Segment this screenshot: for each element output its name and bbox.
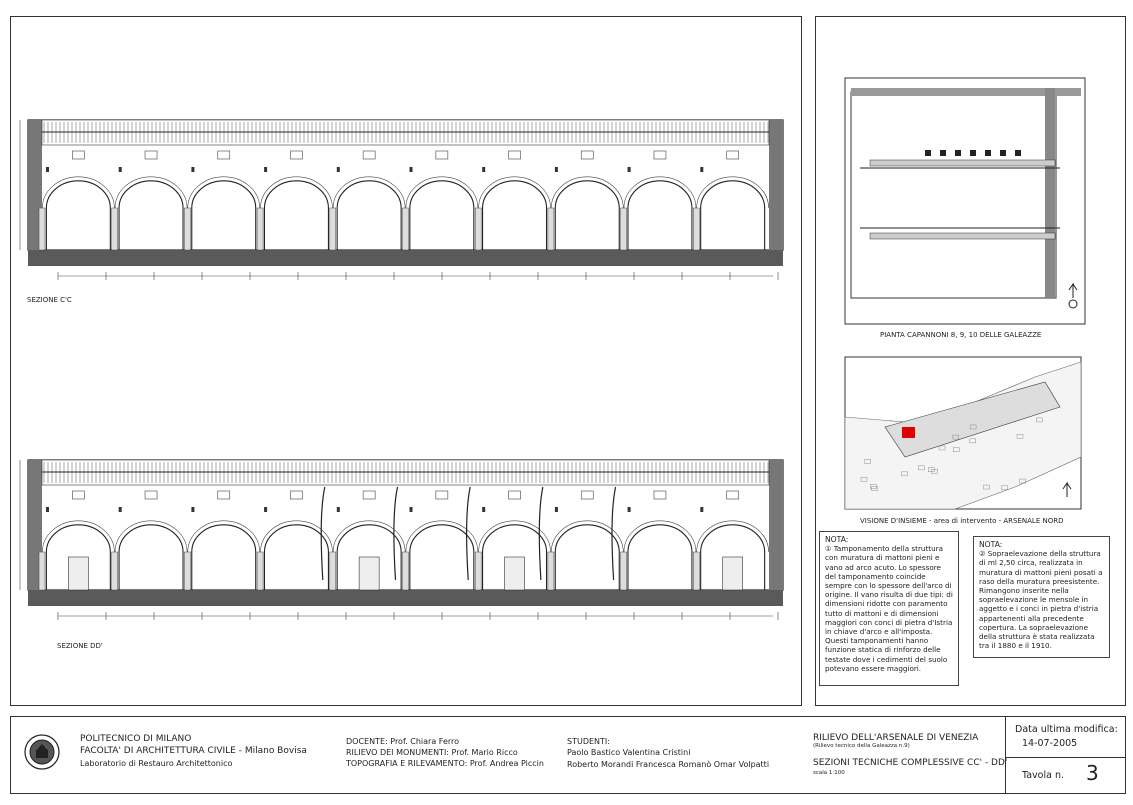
infill-wall bbox=[68, 557, 88, 590]
note-2 bbox=[973, 536, 1110, 658]
window bbox=[581, 151, 593, 159]
window bbox=[727, 151, 739, 159]
faculty-name: FACOLTA' DI ARCHITETTURA CIVILE - Milano Bovisa bbox=[80, 746, 307, 756]
pier bbox=[184, 208, 190, 250]
pier bbox=[39, 208, 45, 250]
arch-extrados bbox=[333, 177, 405, 208]
window bbox=[509, 491, 521, 499]
right-wall bbox=[769, 460, 783, 602]
arch-extrados bbox=[42, 521, 114, 552]
section-dd-label: SEZIONE DD' bbox=[57, 642, 103, 650]
ground-band bbox=[28, 250, 783, 266]
window bbox=[145, 491, 157, 499]
window bbox=[218, 151, 230, 159]
corbel bbox=[264, 507, 267, 512]
arch-extrados bbox=[551, 177, 623, 208]
arch-extrados bbox=[42, 177, 114, 208]
window bbox=[581, 491, 593, 499]
corbel bbox=[337, 167, 340, 172]
tavola-number: 3 bbox=[1086, 761, 1099, 785]
arch bbox=[264, 525, 328, 590]
date-label: Data ultima modifica: bbox=[1015, 724, 1118, 735]
plan-pier bbox=[970, 150, 976, 156]
plan-right-wall bbox=[1045, 88, 1055, 298]
pier bbox=[621, 552, 627, 590]
rilievo-monumenti: RILIEVO DEI MONUMENTI: Prof. Mario Ricco bbox=[346, 748, 518, 757]
topografia: TOPOGRAFIA E RILEVAMENTO: Prof. Andrea Piccin bbox=[346, 759, 544, 768]
pier bbox=[257, 552, 263, 590]
map-caption: VISIONE D'INSIEME - area di intervento - ARSENALE NORD bbox=[860, 517, 1064, 525]
pier bbox=[548, 208, 554, 250]
corbel bbox=[191, 507, 194, 512]
arch bbox=[628, 181, 692, 250]
studenti-label: STUDENTI: bbox=[567, 737, 610, 746]
window bbox=[654, 491, 666, 499]
pier bbox=[112, 552, 118, 590]
docente: DOCENTE: Prof. Chiara Ferro bbox=[346, 737, 460, 746]
arch bbox=[410, 181, 474, 250]
intervention-area-marker bbox=[902, 427, 915, 438]
corbel bbox=[191, 167, 194, 172]
plan-pier bbox=[925, 150, 931, 156]
corbel bbox=[46, 507, 49, 512]
arch bbox=[192, 181, 256, 250]
infill-wall bbox=[505, 557, 525, 590]
pier bbox=[330, 552, 336, 590]
arch-extrados bbox=[479, 177, 551, 208]
corbel bbox=[119, 167, 122, 172]
corbel bbox=[337, 507, 340, 512]
corbel bbox=[482, 167, 485, 172]
arch bbox=[337, 181, 401, 250]
plan-colonnade bbox=[870, 233, 1055, 239]
infill-wall bbox=[723, 557, 743, 590]
arch-extrados bbox=[624, 177, 696, 208]
lab-name: Laboratorio di Restauro Architettonico bbox=[80, 759, 233, 768]
drawing-title: SEZIONI TECNICHE COMPLESSIVE CC' - DD' bbox=[813, 758, 1008, 768]
pier bbox=[184, 552, 190, 590]
window bbox=[363, 491, 375, 499]
pier bbox=[257, 208, 263, 250]
corbel bbox=[628, 167, 631, 172]
project-subtitle: (Rilievo tecnico della Galeazza n.9) bbox=[813, 743, 910, 749]
arch-extrados bbox=[115, 521, 187, 552]
window bbox=[436, 491, 448, 499]
corbel bbox=[482, 507, 485, 512]
buttress-strut bbox=[612, 487, 616, 580]
ground-band bbox=[28, 590, 783, 606]
plan-caption: PIANTA CAPANNONI 8, 9, 10 DELLE GALEAZZE bbox=[880, 331, 1042, 339]
plan-pier bbox=[1000, 150, 1006, 156]
section-cc-drawing bbox=[18, 100, 798, 300]
window bbox=[654, 151, 666, 159]
arch-extrados bbox=[115, 177, 187, 208]
window bbox=[290, 151, 302, 159]
corbel bbox=[700, 507, 703, 512]
north-arrow-icon bbox=[1063, 483, 1071, 497]
corbel bbox=[628, 507, 631, 512]
plan-colonnade bbox=[870, 160, 1055, 166]
window bbox=[218, 491, 230, 499]
pier bbox=[403, 208, 409, 250]
plan-inset bbox=[845, 78, 1090, 328]
window bbox=[509, 151, 521, 159]
arch bbox=[264, 181, 328, 250]
pier bbox=[548, 552, 554, 590]
arch-extrados bbox=[697, 177, 769, 208]
note-1 bbox=[819, 531, 959, 686]
note-2-body: ② Sopraelevazione della struttura di ml 2,50 circa, realizzata in muratura di mattoni pieni posati a raso della muratura preesistente. Rimangono inserite nella sopraelevazione le mensole in aggetto e i conci in pietra d'istria appartenenti alla precedente copertura. La sopraelevazione della struttura è stata realizzata tra il 1880 e il 1910. bbox=[979, 549, 1103, 651]
buttress-strut bbox=[539, 487, 543, 580]
plan-pier bbox=[1015, 150, 1021, 156]
pier bbox=[475, 552, 481, 590]
buttress-strut bbox=[394, 487, 398, 580]
window bbox=[727, 491, 739, 499]
pier bbox=[693, 552, 699, 590]
pier bbox=[330, 208, 336, 250]
pier bbox=[475, 208, 481, 250]
arch bbox=[555, 525, 619, 590]
note-1-title: NOTA: bbox=[825, 535, 849, 544]
arch-extrados bbox=[624, 521, 696, 552]
plan-pier bbox=[940, 150, 946, 156]
note-1-body: ① Tamponamento della struttura con muratura di mattoni pieni e vano ad arco acuto. Lo spessore del tamponamento coincide sempre con lo spessore dell'arco di origine. Il vano risulta di due tipi: di dimensioni ridotte con paramento tutto di mattoni e di dimensioni maggiori con conci di pietra d'Istria in chiave d'arco e all'imposta. Questi tamponamenti hanno funzione statica di rinforzo delle testate dove i cedimenti del suolo potevano essere maggiori. bbox=[825, 544, 953, 673]
arch bbox=[701, 181, 765, 250]
arch bbox=[483, 181, 547, 250]
arch bbox=[555, 181, 619, 250]
corbel bbox=[700, 167, 703, 172]
date-value: 14-07-2005 bbox=[1022, 738, 1078, 749]
project-title: RILIEVO DELL'ARSENALE DI VENEZIA bbox=[813, 733, 979, 743]
arch-extrados bbox=[697, 521, 769, 552]
corbel bbox=[119, 507, 122, 512]
studenti-line-2: Roberto Morandi Francesca Romanò Omar Volpatti bbox=[567, 760, 770, 769]
arch bbox=[192, 525, 256, 590]
politecnico-seal-logo bbox=[24, 730, 60, 776]
window bbox=[72, 491, 84, 499]
note-2-title: NOTA: bbox=[979, 540, 1003, 549]
infill-wall bbox=[359, 557, 379, 590]
arch-extrados bbox=[188, 521, 260, 552]
corbel bbox=[555, 167, 558, 172]
pier bbox=[112, 208, 118, 250]
arch-extrados bbox=[188, 177, 260, 208]
tavola-label: Tavola n. bbox=[1022, 770, 1065, 781]
arch-extrados bbox=[406, 177, 478, 208]
section-cc-label: SEZIONE C'C bbox=[27, 296, 72, 304]
window bbox=[290, 491, 302, 499]
pier bbox=[693, 208, 699, 250]
section-dd-drawing bbox=[18, 440, 798, 640]
title-block-divider-h bbox=[1005, 757, 1126, 758]
arch bbox=[119, 181, 183, 250]
plan-outline bbox=[851, 92, 1056, 298]
pier bbox=[39, 552, 45, 590]
corbel bbox=[264, 167, 267, 172]
right-wall bbox=[769, 120, 783, 262]
arch-extrados bbox=[260, 177, 332, 208]
drawing-scale: scala 1:100 bbox=[813, 770, 845, 776]
arch bbox=[46, 181, 110, 250]
corbel bbox=[555, 507, 558, 512]
window bbox=[72, 151, 84, 159]
site-map-inset bbox=[845, 357, 1085, 512]
corbel bbox=[46, 167, 49, 172]
arch bbox=[119, 525, 183, 590]
window bbox=[145, 151, 157, 159]
pier bbox=[621, 208, 627, 250]
corbel bbox=[410, 507, 413, 512]
university-name: POLITECNICO DI MILANO bbox=[80, 734, 192, 744]
buttress-strut bbox=[467, 487, 471, 580]
studenti-line-1: Paolo Bastico Valentina Cristini bbox=[567, 748, 691, 757]
corbel bbox=[410, 167, 413, 172]
arch bbox=[628, 525, 692, 590]
north-arrow-icon bbox=[1069, 300, 1077, 308]
plan-pier bbox=[985, 150, 991, 156]
title-block-divider bbox=[1005, 716, 1006, 794]
pier bbox=[403, 552, 409, 590]
arch bbox=[410, 525, 474, 590]
window bbox=[363, 151, 375, 159]
buttress-strut bbox=[321, 487, 325, 580]
plan-pier bbox=[955, 150, 961, 156]
north-arrow-icon bbox=[1069, 284, 1077, 298]
window bbox=[436, 151, 448, 159]
